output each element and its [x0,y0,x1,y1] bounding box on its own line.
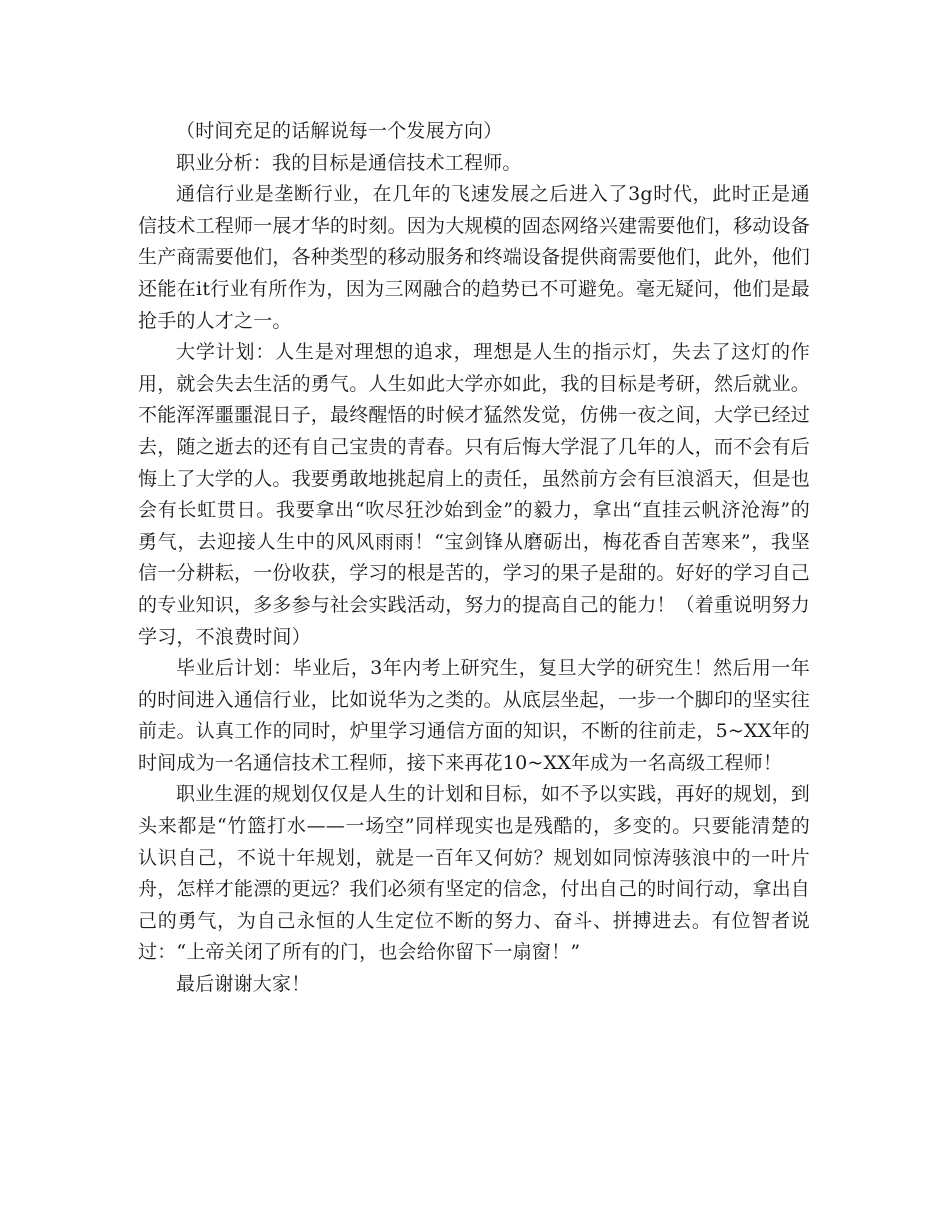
paragraph-time-note: （时间充足的话解说每一个发展方向） [176,120,503,142]
paragraph-industry: 通信行业是垄断行业，在几年的飞速发展之后进入了3g时代，此时正是通信技术工程师一展才华的时刻。因为大规模的固态网络兴建需要他们，移动设备生产商需要他们，各种类型的移动服务和终端设备提供商需要他们，此外，他们还能在it行业有所作为，因为三网融合的趋势已不可避免。毫无疑问，他们是最抢手的人才之一。 [138,183,811,332]
paragraph-career-analysis: 职业分析：我的目标是通信技术工程师。 [176,151,522,174]
paragraph-career-planning: 职业生涯的规划仅仅是人生的计划和目标，如不予以实践，再好的规划，到头来都是“竹篮打水——一场空”同样现实也是残酷的，多变的。只要能清楚的认识自己，不说十年规划，就是一百年又何妨？规划如同惊涛骇浪中的一叶片舟，怎样才能漂的更远？我们必须有坚定的信念，付出自己的时间行动，拿出自己的勇气，为自己永恒的人生定位不断的努力、奋斗、拼搏进去。有位智者说过：“上帝关闭了所有的门，也会给你留下一扇窗！” [138,783,811,964]
paragraph-university-plan: 大学计划：人生是对理想的追求，理想是人生的指示灯，失去了这灯的作用，就会失去生活的勇气。人生如此大学亦如此，我的目标是考研，然后就业。不能浑浑噩噩混日子，最终醒悟的时候才猛然发觉，仿佛一夜之间，大学已经过去，随之逝去的还有自己宝贵的青春。只有后悔大学混了几年的人，而不会有后悔上了大学的人。我要勇敢地挑起肩上的责任，虽然前方会有巨浪滔天，但是也会有长虹贯日。我要拿出“吹尽狂沙始到金”的毅力，拿出“直挂云帆济沧海”的勇气，去迎接人生中的风风雨雨！“宝剑锋从磨砺出，梅花香自苦寒来”，我坚信一分耕耘，一份收获，学习的根是苦的，学习的果子是甜的。好好的学习自己的专业知识，多多参与社会实践活动，努力的提高自己的能力！（着重说明努力学习，不浪费时间） [138,341,811,648]
document-body [138,116,810,1001]
paragraph-closing: 最后谢谢大家！ [176,973,311,996]
paragraph-post-graduation-plan: 毕业后计划：毕业后，3年内考上研究生，复旦大学的研究生！然后用一年的时间进入通信行业，比如说华为之类的。从底层坐起，一步一个脚印的坚实往前走。认真工作的同时，炉里学习通信方面的知识，不断的往前走，5~XX年的时间成为一名通信技术工程师，接下来再花10~XX年成为一名高级工程师！ [138,657,811,774]
